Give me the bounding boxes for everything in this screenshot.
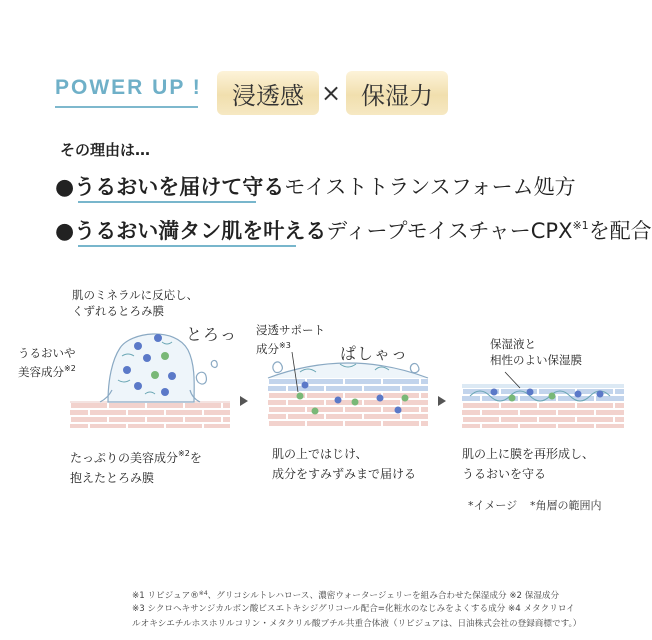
footnote-line1-b: 、グリコシルトレハロース、濃密ウォータージェリーを組み合わせた保湿成分 ※2 保湿成分: [207, 591, 560, 601]
bullet-dot: ●: [55, 219, 75, 244]
note-stratum: *角層の範囲内: [530, 499, 602, 512]
footnote-line1-a: ※1 リピジュア®: [132, 591, 199, 601]
step2-caption-line2: 成分をすみずみまで届ける: [272, 467, 417, 481]
step2-label-sup: ※3: [279, 341, 291, 350]
step2-label-line1: 浸透サポート: [256, 323, 325, 337]
step3-label-line2: 相性のよい保湿膜: [490, 353, 582, 367]
point-2-sup: ※1: [572, 219, 589, 232]
point-2-bold: うるおい満タン肌を叶える: [74, 219, 327, 243]
step3-caption: [462, 444, 594, 484]
step1-diagram: [70, 334, 230, 428]
power-up-title: POWER UP !: [55, 76, 202, 99]
arrow-right-icon: [240, 396, 248, 406]
step1-label-top-line2: くずれるとろみ膜: [72, 304, 164, 318]
step1-caption-line1: たっぷりの美容成分: [70, 451, 179, 465]
times-symbol: ×: [321, 79, 342, 107]
footnote-line1: [132, 587, 559, 603]
arrow-right-icon: [438, 396, 446, 406]
step1-label-left-line2: 美容成分: [18, 365, 64, 379]
step1-label-top: [72, 287, 198, 319]
badge-penetration: 浸透感: [217, 71, 319, 115]
step1-label-top-line1: 肌のミネラルに反応し、: [72, 288, 199, 302]
step3-label: [490, 336, 582, 368]
step1-caption-line2: 抱えたとろみ膜: [70, 471, 155, 485]
note-image: *イメージ: [468, 499, 518, 512]
step1-onomatopoeia: とろっ: [186, 325, 238, 344]
step3-caption-line2: うるおいを守る: [462, 467, 547, 481]
step1-label-left-sup: ※2: [64, 364, 76, 373]
point-2-rest-a: ディープモイスチャーCPX: [326, 219, 573, 243]
step3-label-line1: 保湿液と: [490, 337, 536, 351]
step2-caption-line1: 肌の上ではじけ、: [272, 447, 368, 461]
step2-label-line2: 成分: [256, 342, 279, 356]
step3-caption-line1: 肌の上に膜を再形成し、: [462, 447, 595, 461]
point-1-rest: モイストトランスフォーム処方: [284, 175, 576, 199]
step2-onomatopoeia: ぱしゃっ: [340, 344, 409, 363]
reason-heading: その理由は…: [60, 141, 151, 159]
step2-caption: [272, 444, 416, 484]
step1-label-left-line1: うるおいや: [18, 346, 76, 360]
footnote-line3: ルオキシエチルホスホリルコリン・メタクリル酸ブチル共重合体液（リピジュアは、日油株式会社の登録商標です。）: [132, 619, 582, 629]
step1-caption: [70, 444, 202, 488]
footnote-line1-sup: ※4: [198, 590, 208, 597]
step1-caption-line1b: を: [189, 451, 202, 465]
step1-label-left: [18, 345, 76, 380]
badge-moisture: 保湿力: [346, 71, 448, 115]
footnote-line2: ※3 シクロヘキサンジカルボン酸ビスエトキシジグリコール配合=化粧水のなじみをよくする成分 ※4 メタクリロイ: [132, 604, 575, 614]
step1-caption-sup: ※2: [178, 449, 190, 458]
bullet-dot: ●: [55, 175, 75, 200]
step3-diagram: [462, 372, 624, 428]
point-2-rest-b: を配合: [588, 219, 652, 243]
point-1-bold: うるおいを届けて守る: [74, 175, 285, 199]
step2-label: [256, 322, 325, 357]
